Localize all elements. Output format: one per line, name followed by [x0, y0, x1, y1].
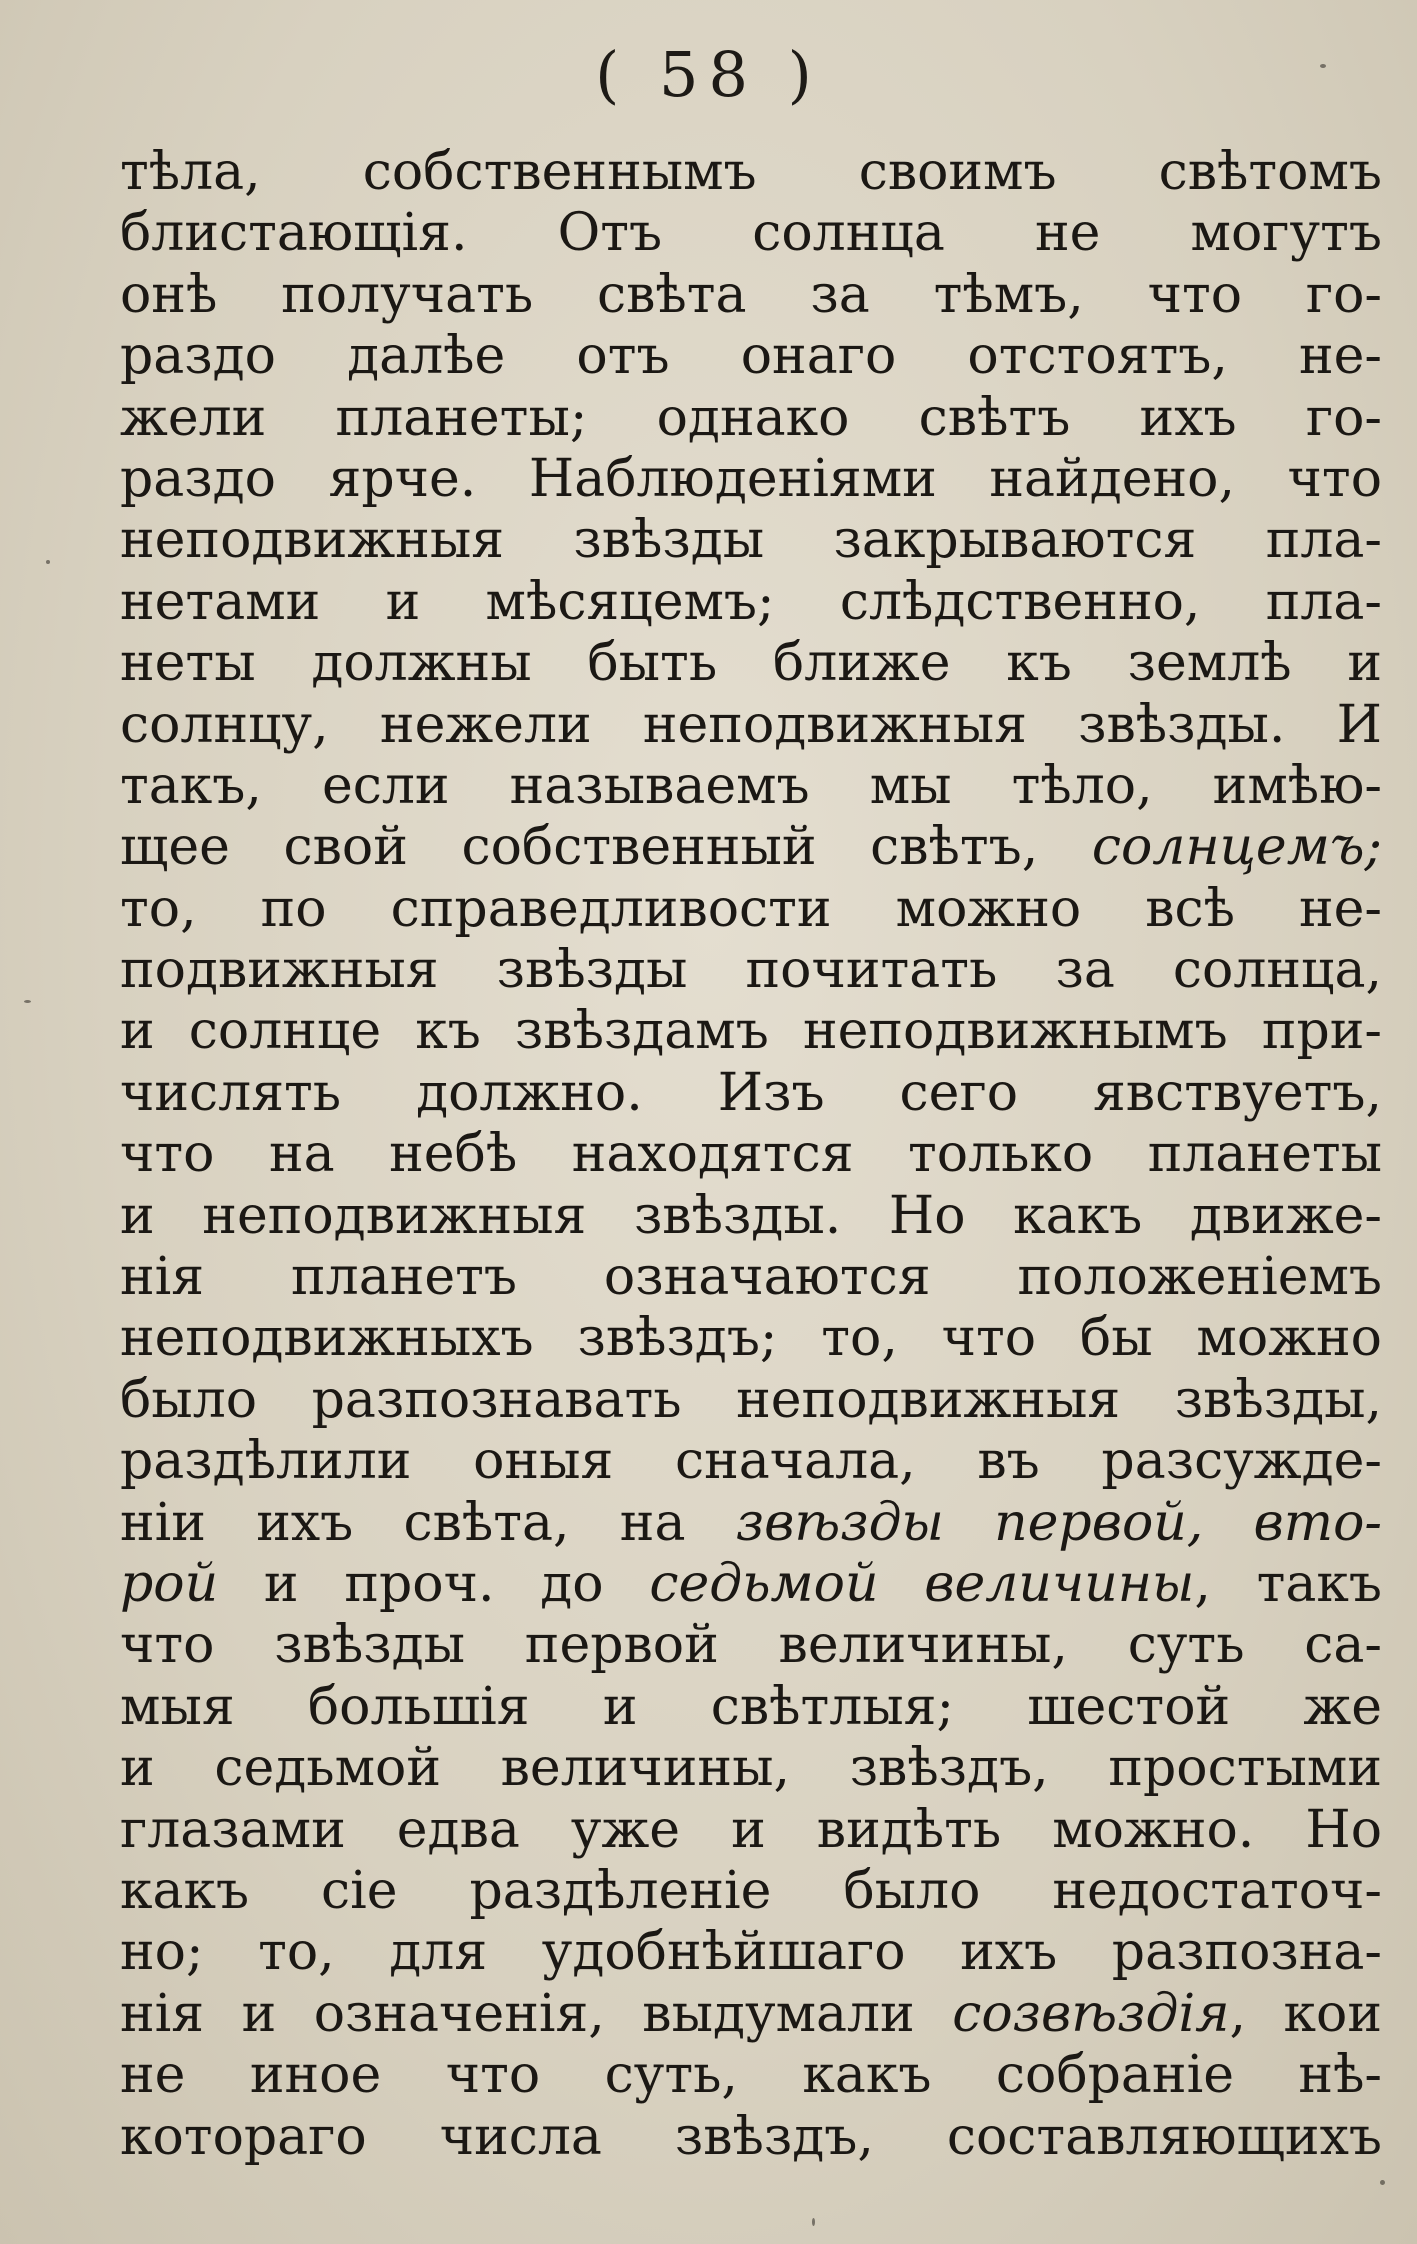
- text-line: [120, 1370, 1382, 1431]
- text-segment: раздо далѣе отъ онаго отстоятъ, не-: [120, 326, 1382, 387]
- text-line: [120, 1984, 1382, 2045]
- text-line: [120, 510, 1382, 571]
- paper-speck: [24, 1000, 31, 1003]
- text-segment: онѣ получать свѣта за тѣмъ, что го-: [120, 264, 1382, 325]
- text-segment: подвижныя звѣзды почитать за солнца,: [120, 940, 1382, 1001]
- text-segment: то, по справедливости можно всѣ не-: [120, 878, 1382, 939]
- text-segment: но; то, для удобнѣйшаго ихъ разпозна-: [120, 1922, 1382, 1983]
- text-segment: , кои: [1229, 1983, 1382, 2044]
- text-line: [120, 1186, 1382, 1247]
- text-line: [120, 1554, 1382, 1615]
- text-segment: было разпознавать неподвижныя звѣзды,: [120, 1369, 1382, 1430]
- text-line: [120, 142, 1382, 203]
- text-line: [120, 1124, 1382, 1185]
- text-line: [120, 1001, 1382, 1062]
- text-segment: , такъ: [1194, 1553, 1382, 1614]
- text-line: [120, 756, 1382, 817]
- text-line: [120, 879, 1382, 940]
- text-segment: неподвижныхъ звѣздъ; то, что бы можно: [120, 1308, 1382, 1369]
- text-segment: и проч. до: [218, 1553, 650, 1614]
- text-segment: что звѣзды первой величины, суть са-: [120, 1615, 1382, 1676]
- italic-text: звѣзды первой, вто-: [735, 1492, 1382, 1553]
- text-line: [120, 817, 1382, 878]
- text-line: [120, 388, 1382, 449]
- text-segment: щее свой собственный свѣтъ,: [120, 817, 1092, 878]
- paper-speck: [1380, 2180, 1385, 2185]
- text-line: [120, 265, 1382, 326]
- text-segment: тѣла, собственнымъ своимъ свѣтомъ: [120, 142, 1382, 202]
- text-segment: какъ сіе раздѣленіе было недостаточ-: [120, 1860, 1382, 1921]
- text-line: [120, 572, 1382, 633]
- text-segment: нетами и мѣсяцемъ; слѣдственно, пла-: [120, 571, 1382, 632]
- text-segment: нія планетъ означаются положеніемъ: [120, 1247, 1382, 1308]
- text-segment: что на небѣ находятся только планеты: [120, 1124, 1382, 1185]
- text-segment: такъ, если называемъ мы тѣло, имѣю-: [120, 755, 1382, 816]
- text-line: [120, 1493, 1382, 1554]
- text-segment: раздо ярче. Наблюденіями найдено, что: [120, 448, 1382, 509]
- text-segment: солнцу, нежели неподвижныя звѣзды. И: [120, 694, 1382, 755]
- text-segment: неподвижныя звѣзды закрываются пла-: [120, 510, 1382, 571]
- text-line: [120, 1738, 1382, 1799]
- text-segment: жели планеты; однако свѣтъ ихъ го-: [120, 387, 1382, 448]
- text-line: [120, 1800, 1382, 1861]
- body-text: [120, 142, 1382, 2168]
- text-segment: нія и означенія, выдумали: [120, 1983, 953, 2044]
- text-segment: мыя большія и свѣтлыя; шестой же: [120, 1676, 1382, 1737]
- text-segment: неты должны быть ближе къ землѣ и: [120, 633, 1382, 694]
- text-line: [120, 695, 1382, 756]
- text-line: [120, 1247, 1382, 1308]
- text-line: [120, 203, 1382, 264]
- text-line: [120, 1922, 1382, 1983]
- italic-text: рой: [120, 1553, 219, 1614]
- text-line: [120, 1615, 1382, 1676]
- text-line: [120, 633, 1382, 694]
- text-line: [120, 2107, 1382, 2168]
- italic-text: седьмой величины: [649, 1553, 1195, 1614]
- text-line: [120, 1308, 1382, 1369]
- text-line: [120, 449, 1382, 510]
- italic-text: солнцемъ;: [1091, 817, 1382, 878]
- paper-speck: [812, 2218, 815, 2226]
- text-segment: глазами едва уже и видѣть можно. Но: [120, 1799, 1382, 1860]
- text-segment: и солнце къ звѣздамъ неподвижнымъ при-: [120, 1001, 1382, 1062]
- text-line: [120, 1677, 1382, 1738]
- text-line: [120, 1431, 1382, 1492]
- text-segment: числять должно. Изъ сего явствуетъ,: [120, 1062, 1382, 1123]
- text-line: [120, 1861, 1382, 1922]
- text-segment: не иное что суть, какъ собраніе нѣ-: [120, 2045, 1382, 2106]
- paper-speck: [46, 560, 50, 564]
- paper-speck: [1320, 64, 1326, 68]
- text-line: [120, 1063, 1382, 1124]
- text-segment: блистающія. Отъ солнца не могутъ: [120, 203, 1382, 264]
- text-segment: ніи ихъ свѣта, на: [120, 1492, 736, 1553]
- text-segment: и неподвижныя звѣзды. Но какъ движе-: [120, 1185, 1382, 1246]
- page-number: ( 58 ): [595, 38, 822, 111]
- text-segment: раздѣлили оныя сначала, въ разсужде-: [120, 1431, 1382, 1492]
- text-line: [120, 326, 1382, 387]
- text-segment: котораго числа звѣздъ, составляющихъ: [120, 2106, 1382, 2167]
- italic-text: созвѣздія: [952, 1983, 1230, 2044]
- text-segment: и седьмой величины, звѣздъ, простыми: [120, 1738, 1382, 1799]
- text-line: [120, 940, 1382, 1001]
- text-line: [120, 2045, 1382, 2106]
